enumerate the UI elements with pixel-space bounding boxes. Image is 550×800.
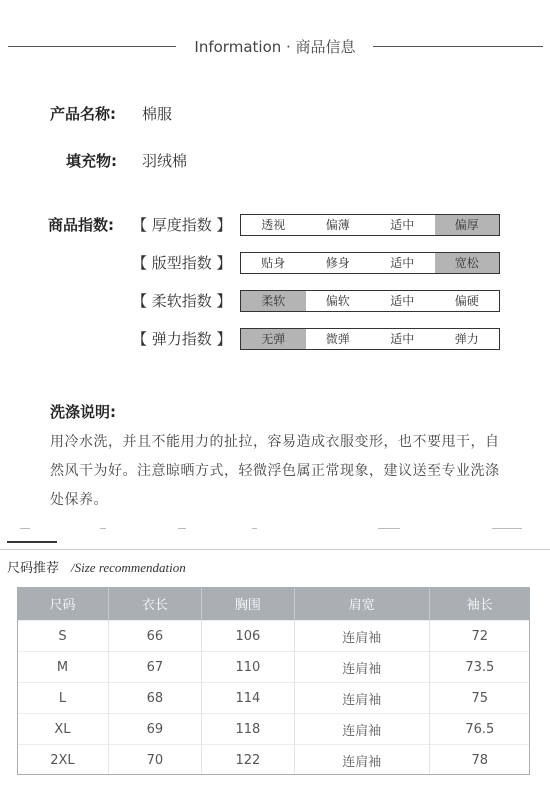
index-scale [240,214,500,236]
index-scale [240,252,500,274]
size-heading [7,557,186,576]
index-option: 偏薄 [325,218,350,232]
size-top-line [0,549,550,550]
table-cell: 66 [108,621,201,652]
index-option: 适中 [390,218,415,232]
table-row [17,714,530,745]
size-column-header: 袖长 [429,587,530,621]
table-cell: L [17,683,108,714]
index-option: 适中 [390,294,415,308]
section-title [0,36,550,57]
index-option: 透视 [261,218,286,232]
section-title-text: Information · 商品信息 [184,38,365,56]
size-table-header [17,587,530,621]
table-cell: 68 [108,683,201,714]
table-row [17,683,530,714]
filling-value: 羽绒棉 [142,152,188,170]
washing-label: 洗涤说明: [50,403,116,421]
table-cell: 2XL [17,745,108,776]
table-cell: 连肩袖 [294,621,429,652]
table-cell: 72 [429,621,530,652]
index-name: 【 柔软指数 】 [132,292,232,310]
table-cell: 78 [429,745,530,776]
table-cell: 70 [108,745,201,776]
index-option-selected: 无弹 [241,329,306,349]
size-column-header: 衣长 [108,587,201,621]
dotted-divider [0,528,550,529]
size-column-header: 胸围 [201,587,294,621]
washing-text: 用冷水洗，并且不能用力的扯拉，容易造成衣服变形，也不要甩干，自然风干为好。注意晾晒方式，轻微浮色属正常现象，建议送至专业洗涤处保养。 [50,434,500,508]
index-option: 修身 [325,256,350,270]
table-cell: 连肩袖 [294,652,429,683]
table-cell: S [17,621,108,652]
index-option: 微弹 [325,332,350,346]
product-name-label: 产品名称: [50,105,116,123]
table-cell: 连肩袖 [294,745,429,776]
size-table [17,587,530,775]
index-option-selected: 柔软 [241,291,306,311]
table-cell: 110 [201,652,294,683]
index-scale [240,328,500,350]
size-column-header: 肩宽 [294,587,429,621]
index-option: 偏软 [325,294,350,308]
index-option: 偏硬 [454,294,479,308]
table-cell: 73.5 [429,652,530,683]
table-cell: 69 [108,714,201,745]
table-cell: 67 [108,652,201,683]
filling-label: 填充物: [66,152,117,170]
table-cell: 106 [201,621,294,652]
index-option: 贴身 [261,256,286,270]
table-cell: 76.5 [429,714,530,745]
size-title: 尺码推荐 [7,561,60,576]
table-row [17,745,530,776]
table-cell: 连肩袖 [294,714,429,745]
index-option-selected: 偏厚 [435,215,500,235]
table-row [17,652,530,683]
indices-label: 商品指数: [48,216,114,234]
table-cell: 122 [201,745,294,776]
product-name-value: 棉服 [142,105,173,123]
index-option-selected: 宽松 [435,253,500,273]
size-subtitle: /Size recommendation [71,560,186,575]
index-name: 【 版型指数 】 [132,254,232,272]
index-scale [240,290,500,312]
index-name: 【 厚度指数 】 [132,216,232,234]
index-option: 弹力 [454,332,479,346]
index-name: 【 弹力指数 】 [132,330,232,348]
table-row [17,621,530,652]
size-column-header: 尺码 [17,587,108,621]
index-option: 适中 [390,332,415,346]
table-cell: 连肩袖 [294,683,429,714]
table-cell: 118 [201,714,294,745]
table-cell: 75 [429,683,530,714]
table-cell: 114 [201,683,294,714]
size-accent-bar [7,541,57,543]
table-cell: XL [17,714,108,745]
index-option: 适中 [390,256,415,270]
table-cell: M [17,652,108,683]
